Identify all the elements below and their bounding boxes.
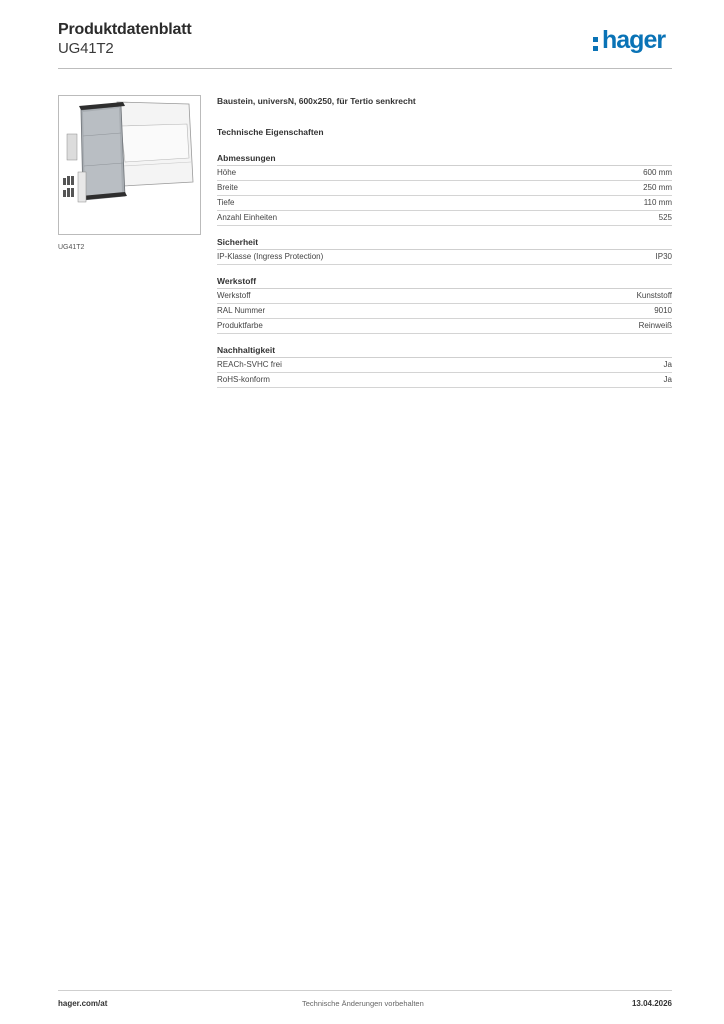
spec-label: Werkstoff [217,291,251,300]
spec-label: Höhe [217,168,237,177]
spec-row [217,250,672,265]
page-title: Produktdatenblatt [58,21,192,38]
product-description: Baustein, universN, 600x250, für Tertio senkrecht [217,96,416,106]
spec-label: RAL Nummer [217,306,266,315]
spec-value: Reinweiß [638,321,672,330]
group-heading: Nachhaltigkeit [217,345,672,358]
footer-website-link[interactable]: hager.com/at [58,999,108,1008]
group-heading: Werkstoff [217,276,672,289]
spec-value: Ja [663,360,672,369]
spec-label: Tiefe [217,198,235,207]
logo-text: hager [602,26,666,54]
spec-row [217,166,672,181]
group-heading: Sicherheit [217,237,672,250]
spec-value: 525 [658,213,672,222]
section-title: Technische Eigenschaften [217,127,324,137]
spec-value: 9010 [654,306,672,315]
header-divider [58,68,672,69]
spec-value: Ja [663,375,672,384]
spec-row [217,319,672,334]
spec-row [217,304,672,319]
spec-label: RoHS-konform [217,375,270,384]
product-code: UG41T2 [58,40,114,57]
hager-logo[interactable] [590,28,676,62]
spec-value: 600 mm [643,168,672,177]
spec-label: IP-Klasse (Ingress Protection) [217,252,324,261]
spec-value: Kunststoff [636,291,672,300]
spec-group-werkstoff [217,276,672,334]
spec-value: IP30 [655,252,672,261]
spec-group-sicherheit [217,237,672,265]
spec-group-nachhaltigkeit [217,345,672,388]
product-image [58,95,201,235]
product-illustration-icon [59,96,200,234]
spec-label: Breite [217,183,238,192]
spec-label: REACh-SVHC frei [217,360,282,369]
footer-divider [58,990,672,991]
spec-value: 110 mm [643,198,672,207]
product-image-caption: UG41T2 [58,244,85,251]
spec-label: Produktfarbe [217,321,263,330]
group-heading: Abmessungen [217,153,672,166]
spec-content [217,96,672,388]
footer-date: 13.04.2026 [631,999,672,1008]
spec-label: Anzahl Einheiten [217,213,278,222]
spec-row [217,289,672,304]
footer-notice: Technische Änderungen vorbehalten [302,999,424,1008]
spec-row [217,211,672,226]
spec-row [217,358,672,373]
spec-value: 250 mm [643,183,672,192]
spec-row [217,373,672,388]
spec-row [217,196,672,211]
spec-group-abmessungen [217,153,672,226]
spec-row [217,181,672,196]
